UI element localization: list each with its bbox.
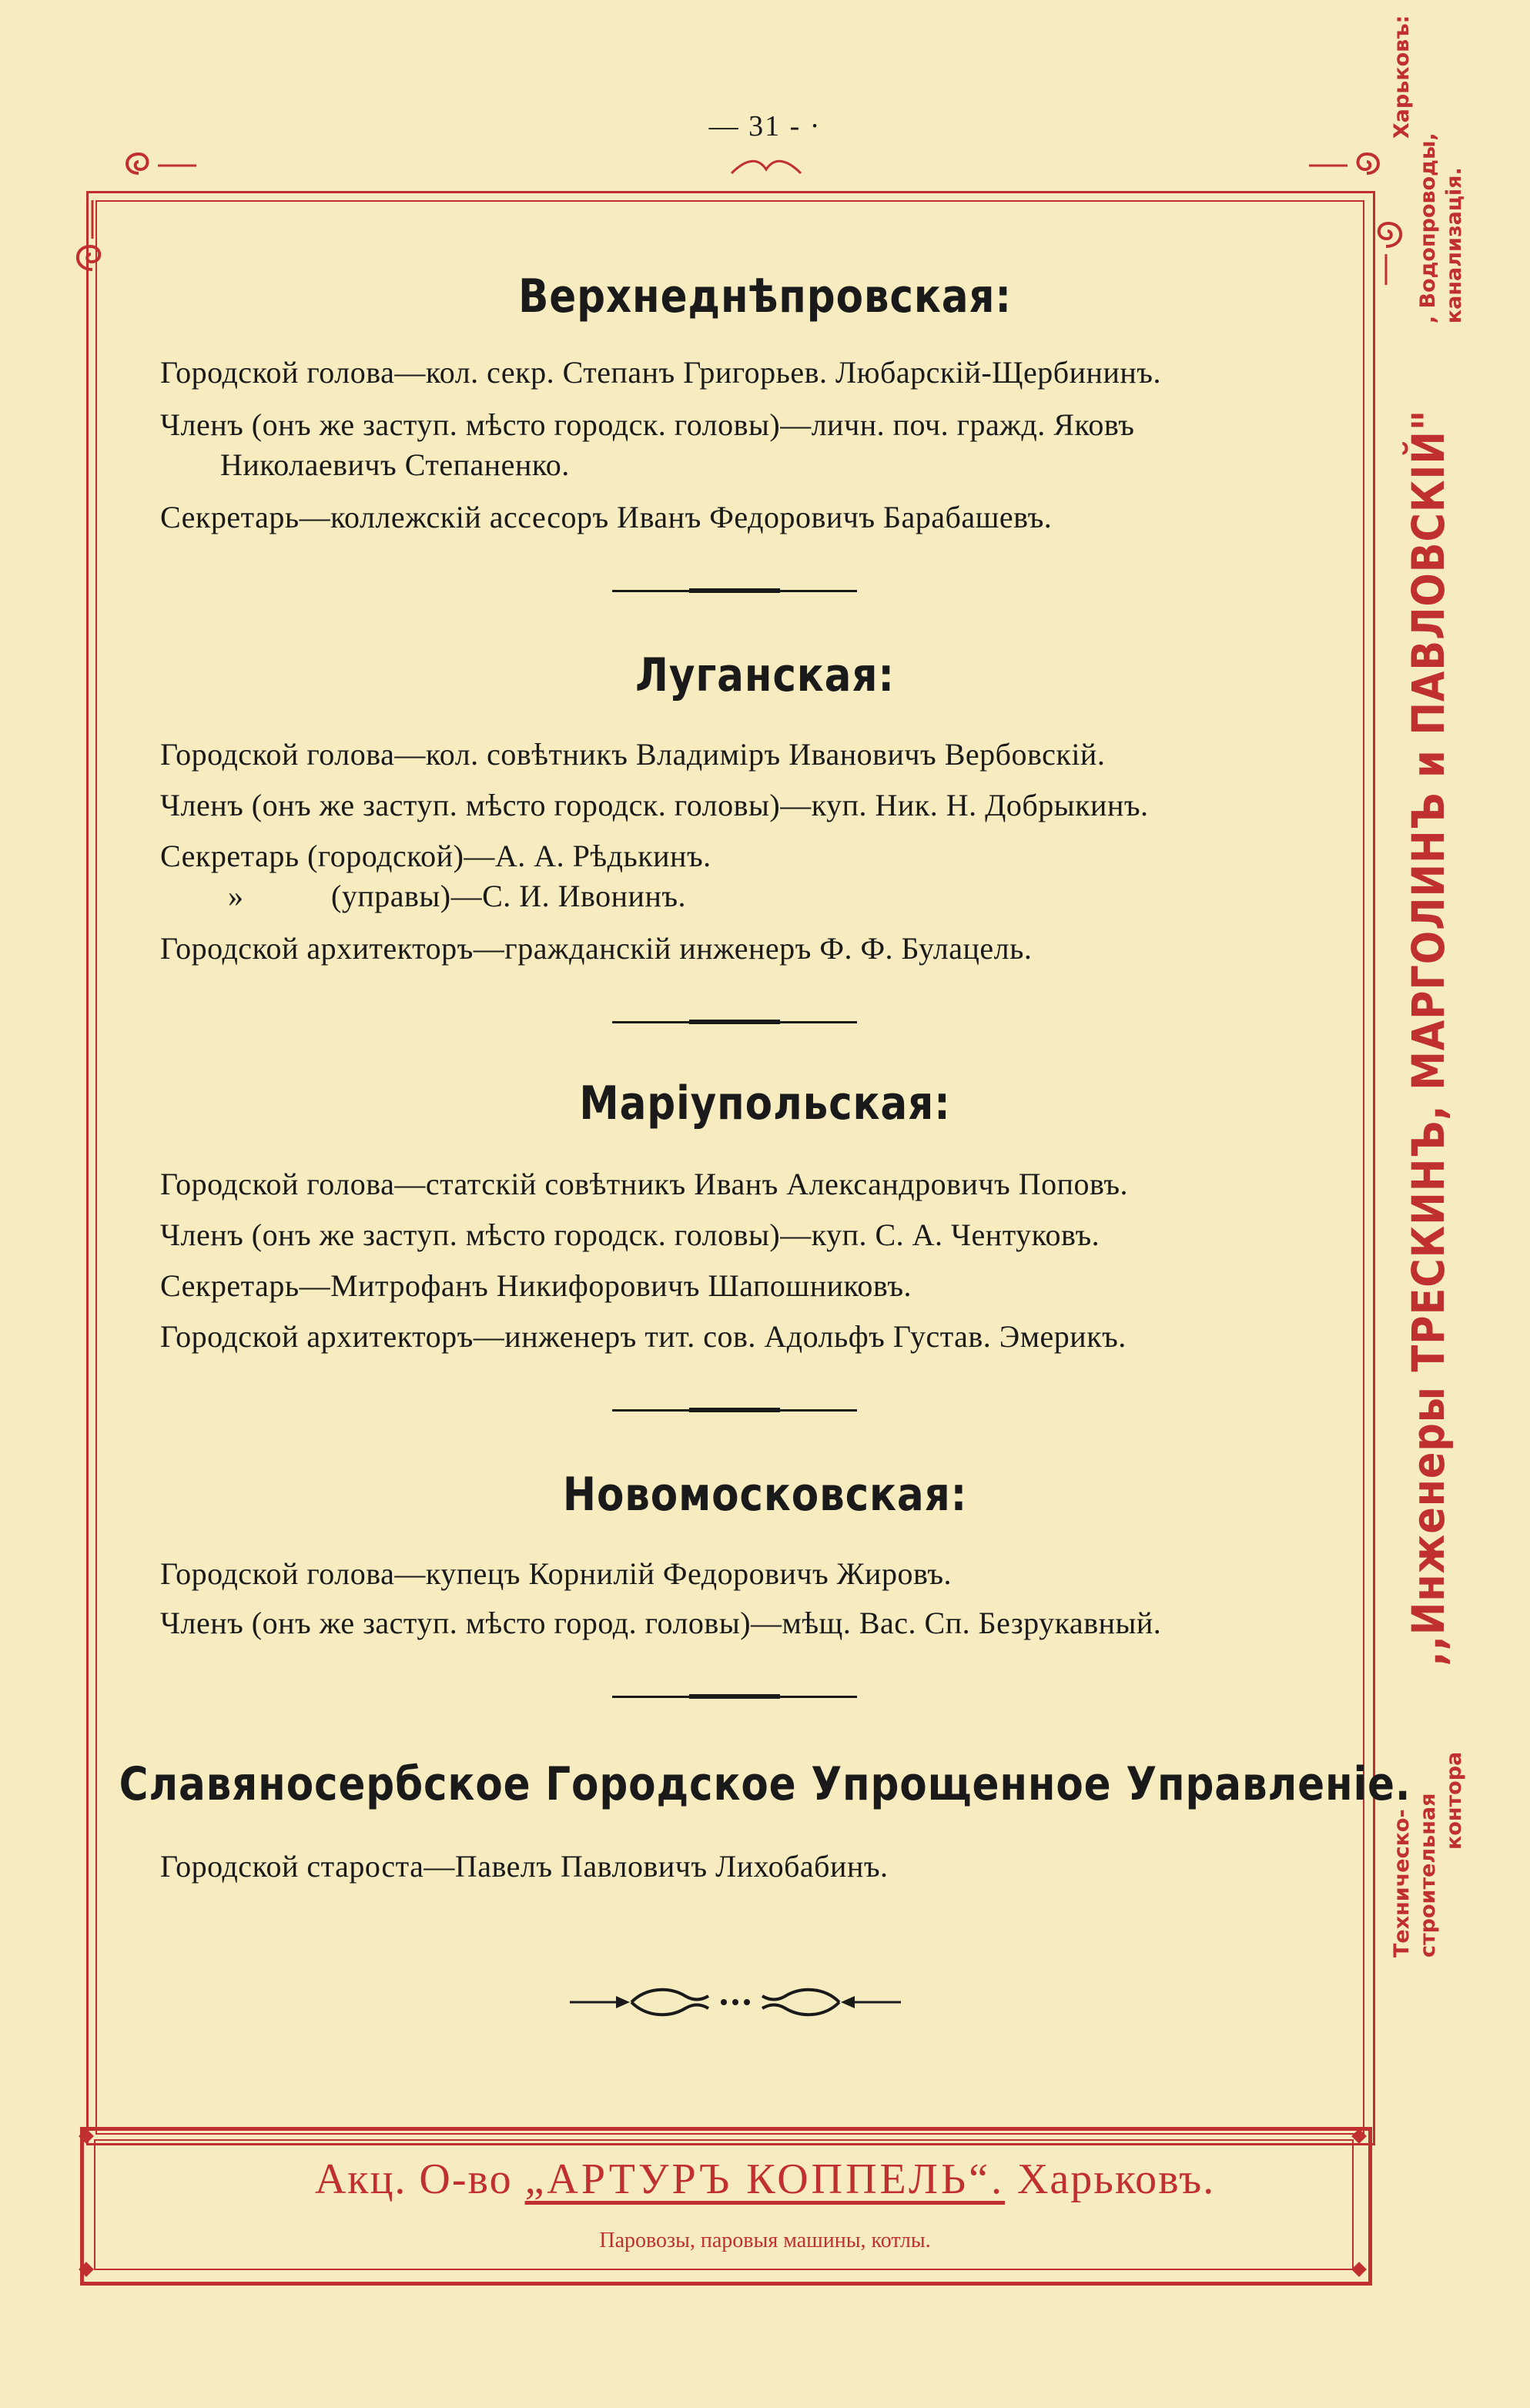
text-line: Членъ (онъ же заступ. мѣсто городск. головы)—куп. Ник. Н. Добрыкинъ. — [160, 788, 1149, 822]
text-line: Секретарь—коллежскій ассесоръ Иванъ Федоровичъ Барабашевъ. — [160, 500, 1053, 534]
text-line: Секретарь (городской)—А. А. Рѣдькинъ. — [160, 839, 711, 873]
section-divider — [612, 1409, 857, 1412]
text-line: Городской староста—Павелъ Павловичъ Лихобабинъ. — [160, 1849, 889, 1884]
section-title-mariupolskaya: Маріупольская: — [579, 1077, 951, 1130]
side-advertisement — [1386, 15, 1471, 1958]
text-line: (управы)—С. И. Ивонинъ. — [331, 879, 687, 913]
text-line: Секретарь—Митрофанъ Никифоровичъ Шапошниковъ. — [160, 1268, 912, 1303]
swirl-ornament-icon — [1309, 142, 1394, 196]
bottom-ad-title: Акц. О-во „АРТУРЪ КОППЕЛЬ“. Харьковъ. — [314, 2155, 1216, 2203]
side-ad-company-name: ,,Инженеры ТРЕСКИНЪ, МАРГОЛИНЪ и ПАВЛОВСКІЙ" — [1402, 409, 1455, 1666]
swirl-ornament-icon — [724, 154, 809, 185]
bottom-ad-brand: „АРТУРЪ КОППЕЛЬ“. — [524, 2155, 1005, 2203]
center-flourish-icon — [570, 1979, 901, 2025]
text-line: Городской архитекторъ—инженеръ тит. сов. Адольфъ Густав. Эмерикъ. — [160, 1319, 1127, 1354]
text-line: Членъ (онъ же заступ. мѣсто городск. головы)—личн. поч. гражд. Яковъ — [160, 407, 1135, 442]
section-divider — [612, 1696, 857, 1698]
section-title-luganskaya: Луганская: — [635, 648, 895, 702]
text-line: Членъ (онъ же заступ. мѣсто город. головы)—мѣщ. Вас. Сп. Безрукавный. — [160, 1606, 1162, 1640]
text-line: Городской голова—кол. совѣтникъ Владиміръ Ивановичъ Вербовскій. — [160, 737, 1106, 772]
text-line: Городской архитекторъ—гражданскій инженеръ Ф. Ф. Булацель. — [160, 931, 1033, 966]
side-ad-right-text: Харьковъ: , Водопроводы, канализація. — [1390, 15, 1466, 324]
side-ad-left-text: Техническо-строительная контора — [1390, 1751, 1466, 1958]
text-line: Николаевичъ Степаненко. — [220, 447, 570, 482]
text-line: Городской голова—купецъ Корнилій Федоровичъ Жировъ. — [160, 1556, 952, 1591]
section-title-verkhnedneprovskaya: Верхнеднѣпровская: — [518, 270, 1012, 323]
text-line: Городской голова—кол. секр. Степанъ Григорьев. Любарскій-Щербининъ. — [160, 355, 1161, 390]
ditto-mark: » — [228, 879, 244, 913]
bottom-ad-subtitle: Паровозы, паровыя машины, котлы. — [599, 2229, 931, 2252]
section-divider — [612, 1021, 857, 1023]
section-divider — [612, 590, 857, 592]
text-line: Членъ (онъ же заступ. мѣсто городск. головы)—куп. С. А. Чентуковъ. — [160, 1217, 1100, 1252]
section-title-novomoskovskaya: Новомосковская: — [562, 1468, 968, 1522]
section-title-slavyanoserbskoe: Славяносербское Городское Упрощенное Управленіе. — [119, 1757, 1411, 1811]
page-number: — 31 - · — [708, 110, 822, 142]
text-line: Городской голова—статскій совѣтникъ Иванъ Александровичъ Поповъ. — [160, 1167, 1129, 1201]
swirl-ornament-icon — [116, 142, 200, 196]
